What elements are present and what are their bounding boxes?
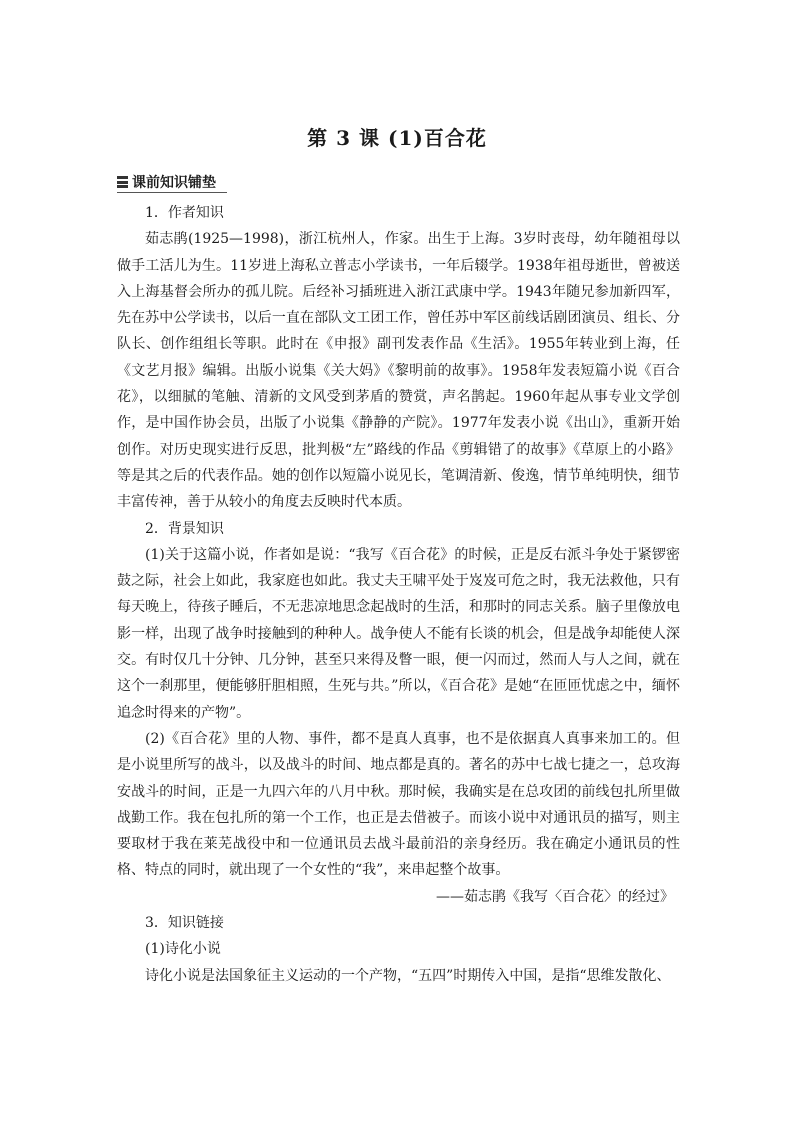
paragraph-author-bio: 茹志鹃(1925—1998)，浙江杭州人，作家。出生于上海。3岁时丧母，幼年随祖母以做手工活儿为生。11岁进上海私立普志小学读书，一年后辍学。1938年祖母逝世，曾被送入上海基督会所办的孤儿院。后经补习插班进入浙江武康中学。1943年随兄参加新四军，先在苏中公学读书，以后一直在部队文工团工作，曾任苏中军区前线话剧团演员、组长、分队长、创作组组长等职。此时在《申报》副刊发表作品《生活》。1955年转业到上海，任《文艺月报》编辑。出版小说集《关大妈》《黎明前的故事》。1958年发表短篇小说《百合花》，以细腻的笔触、清新的文风受到茅盾的赞赏，声名鹊起。1960年起从事专业文学创作，是中国作协会员，出版了小说集《静静的产院》。1977年发表小说《出山》，重新开始创作。对历史现实进行反思，批判极“左”路线的作品《剪辑错了的故事》《草原上的小路》等是其之后的代表作品。她的创作以短篇小说见长，笔调清新、俊逸，情节单纯明快，细节丰富传神，善于从较小的角度去反映时代本质。 — [117, 231, 680, 511]
paragraph-background-1: (1)关于这篇小说，作者如是说：“我写《百合花》的时候，正是反右派斗争处于紧锣密鼓之际，社会上如此，我家庭也如此。我丈夫王啸平处于岌岌可危之时，我无法救他，只有每天晚上，待孩子睡后，不无悲凉地思念起战时的生活，和那时的同志关系。脑子里像放电影一样，出现了战争时接触到的种种人。战争使人不能有长谈的机会，但是战争却能使人深交。有时仅几十分钟、几分钟，甚至只来得及瞥一眼，便一闪而过，然而人与人之间，就在这个一刹那里，便能够肝胆相照，生死与共。”所以，《百合花》是她“在匝匝忧虑之中，缅怀追念时得来的产物”。 — [117, 546, 680, 721]
paragraph-poetic-novel: 诗化小说是法国象征主义运动的一个产物，“五四”时期传入中国，是指“思维发散化、 — [145, 967, 671, 984]
heading-knowledge-link: 3．知识链接 — [145, 915, 224, 932]
heading-background: 2．背景知识 — [145, 520, 224, 537]
page-title: 第 3 课 (1)百合花 — [307, 126, 487, 150]
subheading-poetic-novel: (1)诗化小说 — [145, 941, 221, 958]
citation: ——茹志鹃《我写〈百合花〉的经过》 — [436, 888, 674, 905]
section-header — [117, 172, 216, 192]
section-label: 课前知识铺垫 — [132, 175, 216, 191]
paragraph-background-2: (2)《百合花》里的人物、事件，都不是真人真事，也不是依据真人真事来加工的。但是小说里所写的战斗，以及战斗的时间、地点都是真的。著名的苏中七战七捷之一，总攻海安战斗的时间，正是一九四六年的八月中秋。那时候，我确实是在总攻团的前线包扎所里做战勤工作。我在包扎所的第一个工作，也正是去借被子。而该小说中对通讯员的描写，则主要取材于我在莱芜战役中和一位通讯员去战斗最前沿的亲身经历。我在确定小通讯员的性格、特点的同时，就出现了一个女性的“我”，来串起整个故事。 — [117, 730, 680, 879]
section-divider — [117, 192, 227, 193]
heading-author: 1．作者知识 — [145, 205, 224, 221]
section-bars-icon — [117, 176, 128, 188]
document-body — [117, 200, 680, 989]
